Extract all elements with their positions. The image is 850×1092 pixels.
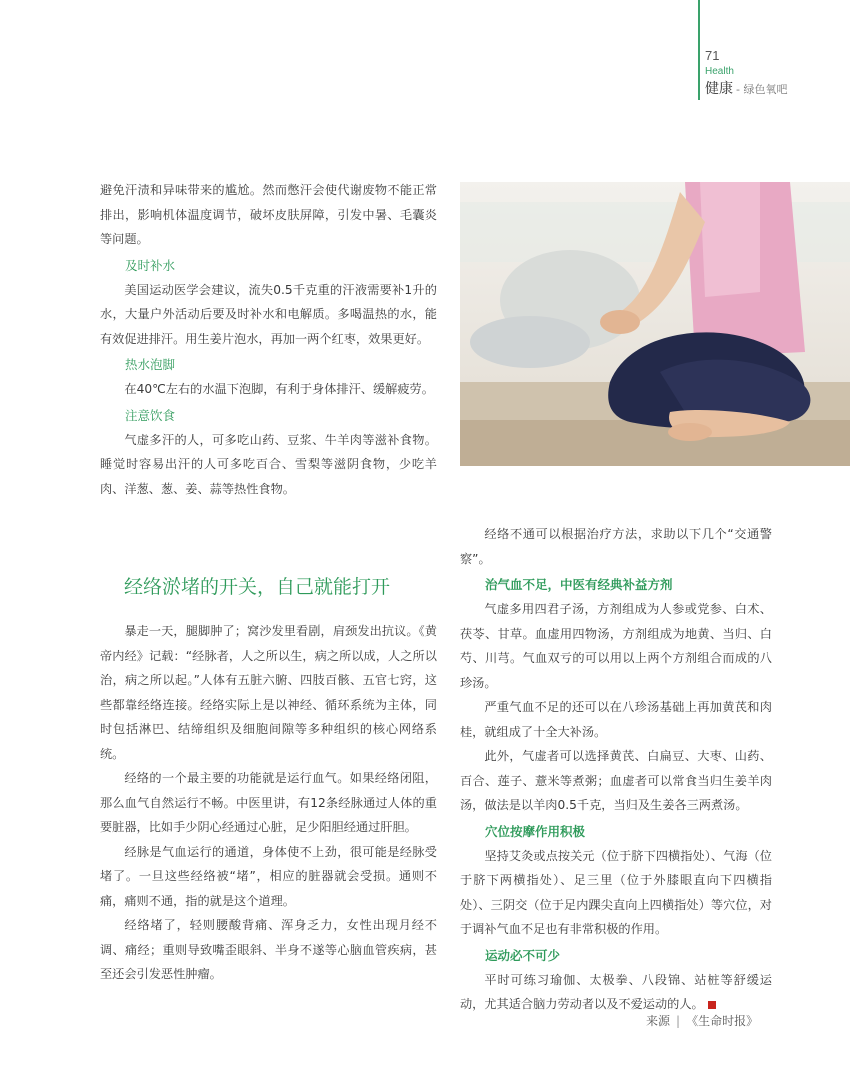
paragraph-sport-text: 平时可练习瑜伽、太极拳、八段锦、站桩等舒缓运动，尤其适合脑力劳动者以及不爱运动的人。 xyxy=(460,972,772,1011)
paragraph-meridian-3: 经脉是气血运行的通道，身体使不上劲，很可能是经脉受堵了。一旦这些经络被“堵”，相应的脏器就会受损。通则不痛，痛则不通，指的就是这个道理。 xyxy=(100,844,437,908)
header-divider xyxy=(698,0,700,100)
heading-foot: 热水泡脚 xyxy=(125,357,176,372)
source-label: 来源 xyxy=(646,1014,671,1028)
heading-qi: 治气血不足，中医有经典补益方剂 xyxy=(485,577,673,592)
left-column-top xyxy=(100,178,437,501)
paragraph-sport xyxy=(460,968,772,1017)
heading-sport: 运动必不可少 xyxy=(485,947,561,963)
paragraph-water: 美国运动医学会建议，流失0.5千克重的汗液需要补1升的水，大量户外活动后要及时补水和电解质。多喝温热的水，能有效促进排汗。用生姜片泡水，再加一两个红枣，效果更好。 xyxy=(100,282,437,346)
left-column-bottom xyxy=(100,619,437,987)
page-number: 71 xyxy=(705,48,720,63)
heading-acupoint: 穴位按摩作用积极 xyxy=(485,823,586,839)
paragraph-acupoint: 坚持艾灸或点按关元（位于脐下四横指处）、气海（位于脐下两横指处）、足三里（位于外膝眼直向下四横指处）、三阴交（位于足内踝尖直向上四横指处）等穴位，对于调补气血不足也有非常积极的作用。 xyxy=(460,848,772,936)
source-separator: | xyxy=(676,1014,681,1028)
source-name: 《生命时报》 xyxy=(686,1014,759,1028)
section-label-en: Health xyxy=(705,66,734,77)
paragraph-meridian-2: 经络的一个最主要的功能就是运行血气。如果经络闭阻，那么血气自然运行不畅。中医里讲，有12条经脉通过人体的重要脏器，比如手少阴心经通过心脏，足少阳胆经通过肝胆。 xyxy=(100,771,437,834)
paragraph-diet: 气虚多汗的人，可多吃山药、豆浆、牛羊肉等滋补食物。睡觉时容易出汗的人可多吃百合、雪梨等滋阴食物，少吃羊肉、洋葱、葱、姜、蒜等热性食物。 xyxy=(100,432,437,496)
paragraph-continuation: 避免汗渍和异味带来的尴尬。然而憋汗会使代谢废物不能正常排出，影响机体温度调节，破坏皮肤屏障，引发中暑、毛囊炎等问题。 xyxy=(100,183,437,246)
yoga-illustration xyxy=(460,182,850,466)
subsection-name: - 绿色氧吧 xyxy=(736,83,788,96)
section-title: 经络淤堵的开关，自己就能打开 xyxy=(124,576,391,598)
right-column xyxy=(460,522,772,1017)
paragraph-qi-2: 严重气血不足的还可以在八珍汤基础上再加黄芪和肉桂，就组成了十全大补汤。 xyxy=(460,700,772,739)
paragraph-qi-1: 气虚多用四君子汤，方剂组成为人参或党参、白术、茯苓、甘草。血虚用四物汤，方剂组成为地黄、当归、白芍、川芎。气血双亏的可以用以上两个方剂组合而成的八珍汤。 xyxy=(460,602,772,690)
section-label-cn xyxy=(705,78,787,98)
heading-water: 及时补水 xyxy=(125,257,176,273)
source-credit xyxy=(646,1012,758,1029)
paragraph-foot: 在40℃左右的水温下泡脚，有利于身体排汗、缓解疲劳。 xyxy=(124,382,434,396)
paragraph-meridian-1: 暴走一天，腿脚肿了；窝沙发里看剧，肩颈发出抗议。《黄帝内经》记载：“经脉者，人之所以生，病之所以成，人之所以治，病之所以起。”人体有五脏六腑、四肢百骸、五官七窍，这些都靠经络连接。经络实际上是以神经、循环系统为主体，同时包括淋巴、结缔组织及细胞间隙等多种组织的核心网络系统。 xyxy=(100,624,437,761)
paragraph-intro: 经络不通可以根据治疗方法，求助以下几个“交通警察”。 xyxy=(460,527,772,566)
yoga-photo xyxy=(460,182,850,466)
paragraph-meridian-4: 经络堵了，轻则腰酸背痛、浑身乏力，女性出现月经不调、痛经；重则导致嘴歪眼斜、半身不遂等心脑血管疾病，甚至还会引发恶性肿瘤。 xyxy=(100,918,437,981)
section-name: 健康 xyxy=(705,81,733,97)
paragraph-qi-3: 此外，气虚者可以选择黄芪、白扁豆、大枣、山药、百合、莲子、薏米等煮粥；血虚者可以常食当归生姜羊肉汤，做法是以羊肉0.5千克，当归及生姜各三两煮汤。 xyxy=(460,749,772,812)
heading-diet: 注意饮食 xyxy=(125,407,176,423)
end-mark-icon xyxy=(708,1001,716,1009)
